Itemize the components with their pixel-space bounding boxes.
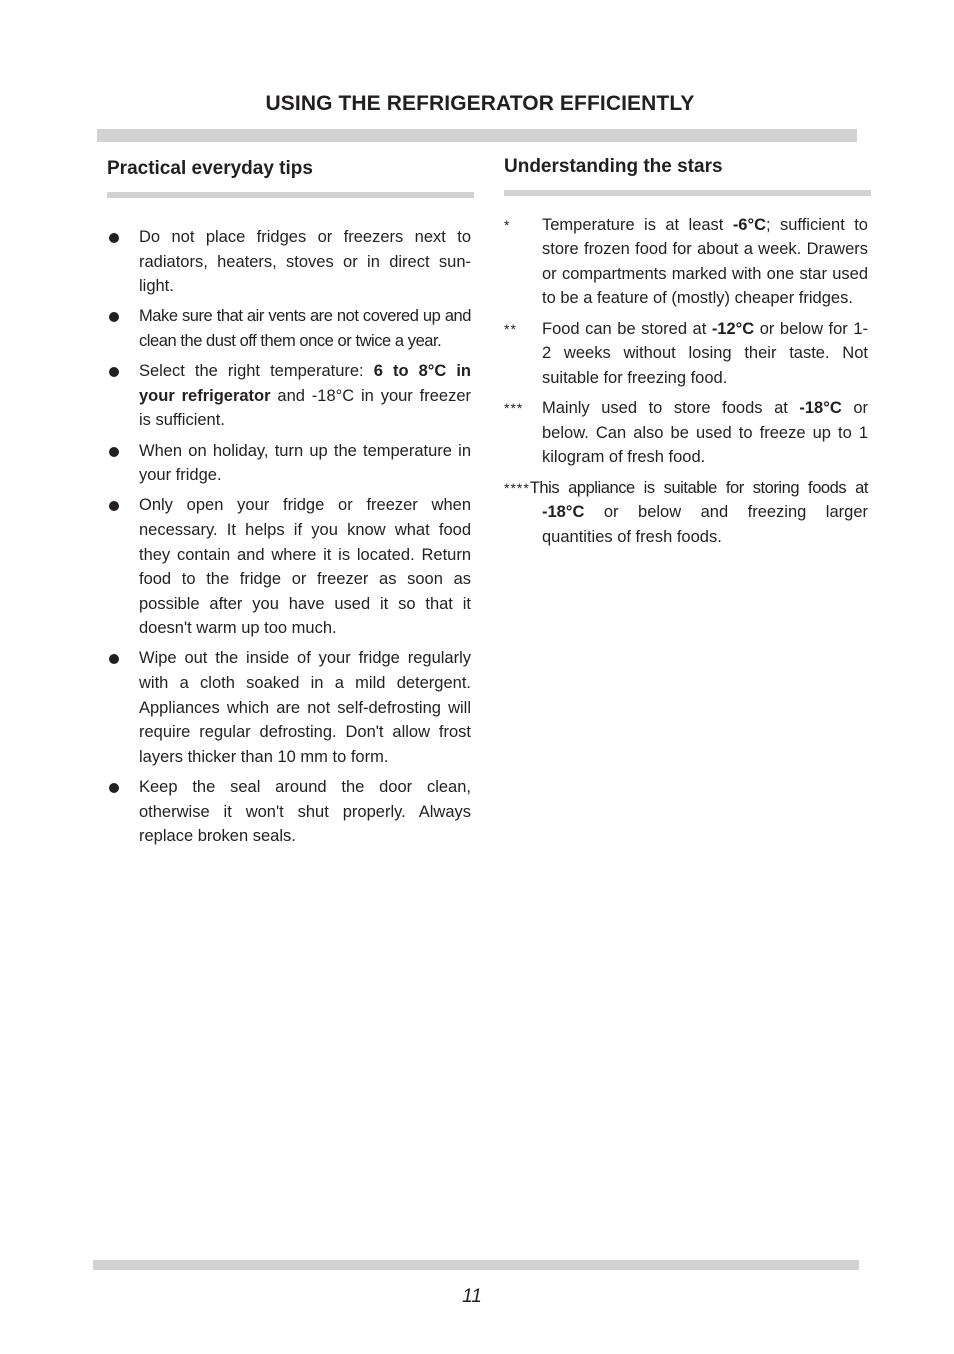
tip-text: Make sure that air vents are not covered up and clean the dust off them once or twice a year. <box>139 307 471 350</box>
star-text-bold: -12°C <box>711 319 755 338</box>
footer-divider <box>93 1260 859 1270</box>
bullet-icon <box>109 312 119 322</box>
stars-heading-divider <box>504 190 871 196</box>
tip-item <box>107 304 471 353</box>
star-text-before: This appliance is suitable for storing foods at <box>529 478 868 497</box>
star-rating-item <box>504 396 868 469</box>
tip-item <box>107 493 471 641</box>
star-marker: ** <box>504 320 517 337</box>
title-divider <box>97 129 857 142</box>
star-rating-item <box>504 476 868 549</box>
page-title: USING THE REFRIGERATOR EFFICIENTLY <box>265 92 695 115</box>
tip-item <box>107 775 471 849</box>
tip-item <box>107 225 471 299</box>
tips-list <box>107 225 471 854</box>
tip-item <box>107 359 471 433</box>
star-text-bold: -6°C <box>732 216 766 234</box>
star-text-before: Mainly used to store foods at <box>542 399 800 418</box>
tips-heading: Practical everyday tips <box>107 158 313 179</box>
star-rating-item <box>504 317 868 390</box>
star-text-bold: -18°C <box>542 503 585 522</box>
tips-heading-divider <box>107 192 474 198</box>
tip-text: Keep the seal around the door clean, otherwise it won't shut properly. Always replace broken seals. <box>139 778 471 846</box>
tip-item <box>107 439 471 488</box>
star-rating-item <box>504 213 868 311</box>
bullet-icon <box>109 233 119 243</box>
stars-list <box>504 213 868 555</box>
bullet-icon <box>109 367 119 377</box>
star-text-after: ; sufficient to store frozen food for about a week. Drawers or compartments marked with one star used to be a feature of (mostly) cheaper fridges. <box>542 216 868 308</box>
star-text-bold: -18°C <box>799 399 842 418</box>
tip-text: Do not place fridges or freezers next to radiators, heaters, stoves or in direct sun-light. <box>139 228 471 296</box>
star-text-before: Temperature is at least <box>542 216 733 234</box>
tip-text-before: Select the right temperature: <box>139 362 374 381</box>
bullet-icon <box>109 501 119 511</box>
tip-text: When on holiday, turn up the temperature in your fridge. <box>139 441 471 485</box>
tip-item <box>107 646 471 769</box>
star-marker: * <box>504 217 511 233</box>
star-text-after: or below. Can also be used to freeze up to 1 kilogram of fresh food. <box>542 399 868 467</box>
bullet-icon <box>109 783 119 793</box>
tip-text: Wipe out the inside of your fridge regularly with a cloth soaked in a mild detergent. Appliances which are not self-defrosting will require regular defrosting. Don't allow frost layers thicker than 10 mm to form. <box>139 649 471 766</box>
tip-text-bold: 6 to 8°C in your refrigerator <box>139 362 471 405</box>
bullet-icon <box>109 654 119 664</box>
stars-heading: Understanding the stars <box>504 156 723 177</box>
tip-text: Only open your fridge or freezer when necessary. It helps if you know what food they contain and where it is located. Return food to the fridge or freezer as soon as possible after you have used it so that it doesn't warm up too much. <box>139 496 471 638</box>
bullet-icon <box>109 447 119 457</box>
star-marker: *** <box>504 400 524 417</box>
page-number: 11 <box>462 1286 482 1307</box>
star-text-after: or below for 1-2 weeks without losing their taste. Not suitable for freezing food. <box>542 319 868 387</box>
star-text-before: Food can be stored at <box>542 319 712 338</box>
tip-text-after: and -18°C in your freezer is sufficient. <box>139 386 471 430</box>
star-marker: **** <box>504 479 530 496</box>
star-text-after: or below and freezing larger quantities of fresh foods. <box>542 503 868 546</box>
